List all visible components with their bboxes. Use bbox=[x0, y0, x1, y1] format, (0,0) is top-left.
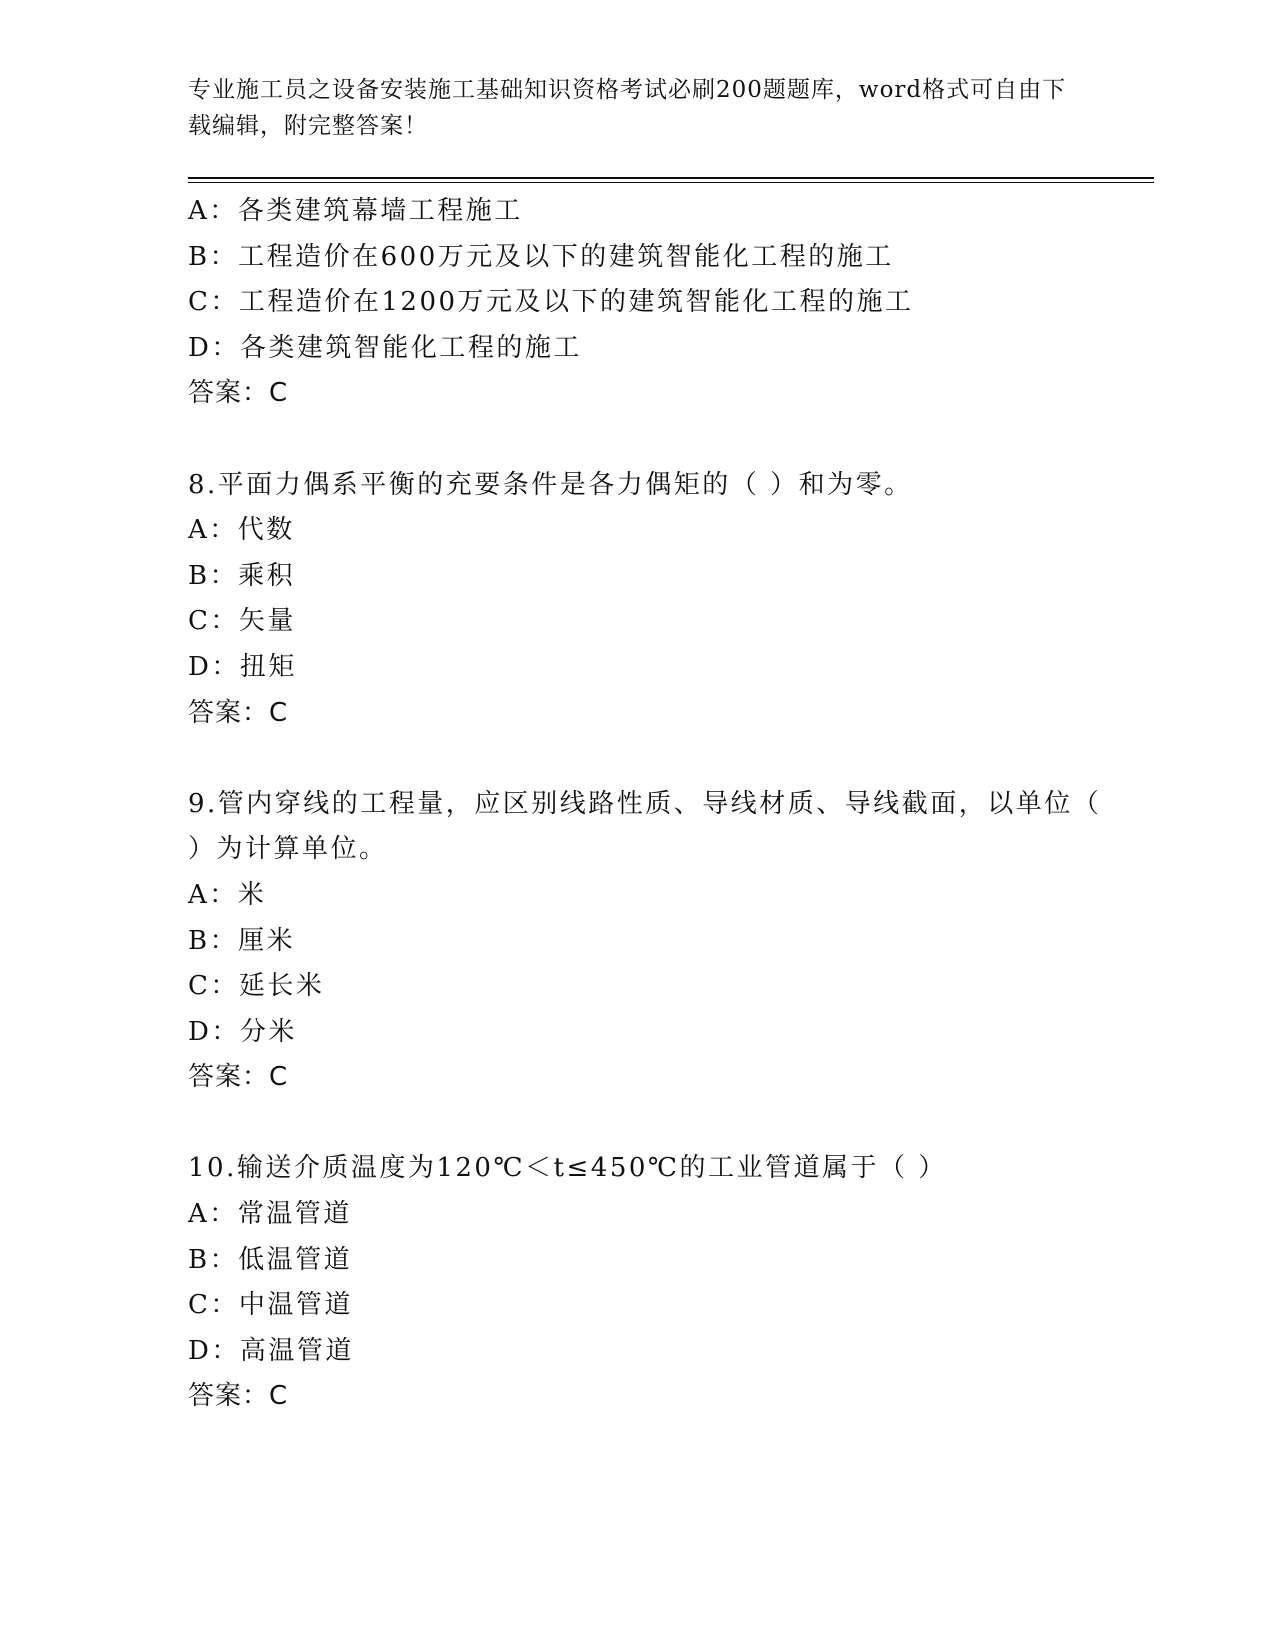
option-a: A：常温管道 bbox=[188, 1199, 352, 1230]
spacer bbox=[188, 417, 1118, 463]
question-7 bbox=[188, 189, 1118, 417]
answer: 答案：C bbox=[188, 1062, 289, 1093]
option-d: D：分米 bbox=[188, 1016, 297, 1047]
question-text: 10.输送介质温度为120℃＜t≤450℃的工业管道属于（ ） bbox=[188, 1153, 947, 1184]
option-b: B：低温管道 bbox=[188, 1244, 353, 1275]
option-c: C：延长米 bbox=[188, 971, 325, 1002]
option-b: B：厘米 bbox=[188, 925, 296, 956]
option-c: C：中温管道 bbox=[188, 1290, 353, 1321]
question-10 bbox=[188, 1146, 1118, 1420]
question-text: 9.管内穿线的工程量，应区别线路性质、导线材质、导线截面，以单位（ ）为计算单位。 bbox=[188, 788, 1102, 865]
answer: 答案：C bbox=[188, 378, 289, 409]
question-list bbox=[188, 189, 1118, 1420]
option-a: A：米 bbox=[188, 879, 267, 910]
question-9 bbox=[188, 782, 1118, 1101]
option-d: D：扭矩 bbox=[188, 651, 297, 682]
document-header: 专业施工员之设备安装施工基础知识资格考试必刷200题题库，word格式可自由下载编辑，附完整答案！ bbox=[188, 77, 1067, 139]
spacer bbox=[188, 1101, 1118, 1147]
option-a: A：各类建筑幕墙工程施工 bbox=[188, 196, 523, 226]
header-divider-thin bbox=[188, 182, 1154, 183]
option-b: B：工程造价在600万元及以下的建筑智能化工程的施工 bbox=[188, 241, 894, 272]
option-d: D：高温管道 bbox=[188, 1335, 354, 1366]
question-text: 8.平面力偶系平衡的充要条件是各力偶矩的（ ）和为零。 bbox=[188, 469, 913, 500]
spacer bbox=[188, 736, 1118, 782]
option-a: A：代数 bbox=[188, 515, 295, 546]
option-c: C：矢量 bbox=[188, 606, 296, 637]
answer: 答案：C bbox=[188, 697, 289, 728]
option-c: C：工程造价在1200万元及以下的建筑智能化工程的施工 bbox=[188, 287, 914, 318]
question-8 bbox=[188, 463, 1118, 737]
option-b: B：乘积 bbox=[188, 560, 296, 591]
header-divider-thick bbox=[188, 177, 1154, 179]
answer: 答案：C bbox=[188, 1381, 289, 1412]
option-d: D：各类建筑智能化工程的施工 bbox=[188, 332, 582, 363]
